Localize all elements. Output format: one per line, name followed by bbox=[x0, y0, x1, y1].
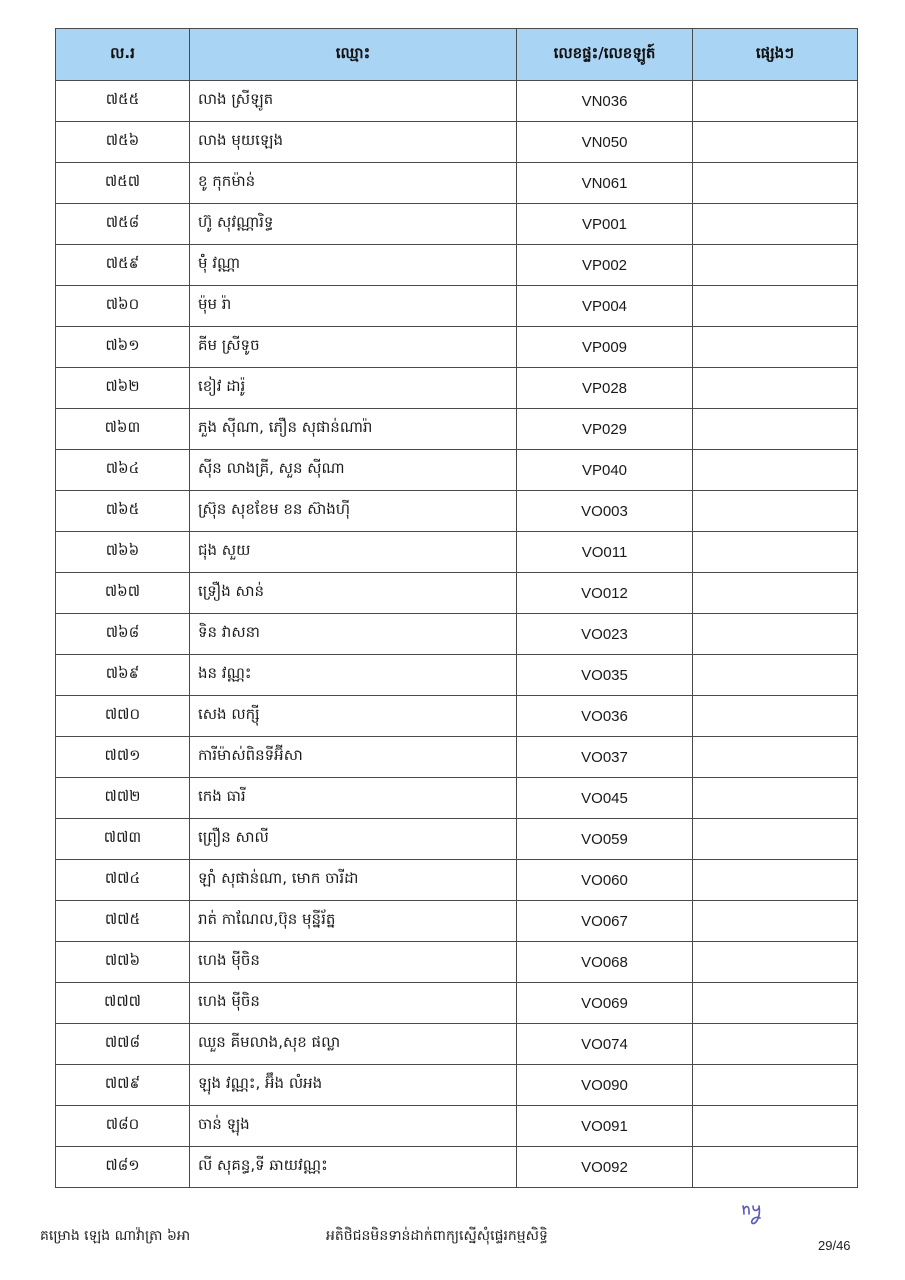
page-number: 29/46 bbox=[818, 1238, 851, 1253]
row-name: ស៊ីន លាងគ្រី, សួន ស៊ីណា bbox=[190, 450, 517, 491]
row-number: ៧៧៥ bbox=[56, 901, 190, 942]
header-house-lot-number: លេខផ្ទះ/លេខឡូត៍ bbox=[517, 29, 693, 81]
row-name: ទិន វាសនា bbox=[190, 614, 517, 655]
row-number: ៧៦៥ bbox=[56, 491, 190, 532]
row-number: ៧៧៨ bbox=[56, 1024, 190, 1065]
row-number: ៧៧៧ bbox=[56, 983, 190, 1024]
row-number: ៧៧៤ bbox=[56, 860, 190, 901]
row-name: ភួង ស៊ីណា, ភឿន សុផាន់ណារ៉ា bbox=[190, 409, 517, 450]
table-row bbox=[56, 368, 858, 409]
beneficiary-table bbox=[55, 28, 858, 1188]
table-row bbox=[56, 942, 858, 983]
row-name: ឈួន គីមលាង,សុខ ផល្លា bbox=[190, 1024, 517, 1065]
row-name: គីម ស្រីទូច bbox=[190, 327, 517, 368]
row-other bbox=[693, 860, 858, 901]
header-name: ឈ្មោះ bbox=[190, 29, 517, 81]
row-name: ឡាំ សុផាន់ណា, មោក ចារីដា bbox=[190, 860, 517, 901]
row-other bbox=[693, 491, 858, 532]
table-row bbox=[56, 1147, 858, 1188]
row-number: ៧៦៤ bbox=[56, 450, 190, 491]
row-house-lot-number: VO069 bbox=[517, 983, 693, 1024]
footer-project-name: គម្រោង ឡេង ណាវ៉ាត្រា ៦អា bbox=[40, 1228, 191, 1244]
row-name: ងន វណ្ណះ bbox=[190, 655, 517, 696]
row-number: ៧៧៣ bbox=[56, 819, 190, 860]
header-number: ល.រ bbox=[56, 29, 190, 81]
row-number: ៧៨១ bbox=[56, 1147, 190, 1188]
row-other bbox=[693, 1147, 858, 1188]
row-house-lot-number: VP001 bbox=[517, 204, 693, 245]
row-other bbox=[693, 1106, 858, 1147]
row-house-lot-number: VP028 bbox=[517, 368, 693, 409]
row-other bbox=[693, 696, 858, 737]
row-name: សេង លក្ស៊ី bbox=[190, 696, 517, 737]
row-house-lot-number: VO011 bbox=[517, 532, 693, 573]
row-house-lot-number: VO035 bbox=[517, 655, 693, 696]
row-name: ខៀវ ដារ៉ូ bbox=[190, 368, 517, 409]
row-other bbox=[693, 1065, 858, 1106]
table-row bbox=[56, 1065, 858, 1106]
table-row bbox=[56, 204, 858, 245]
row-number: ៧៥៥ bbox=[56, 81, 190, 122]
row-other bbox=[693, 368, 858, 409]
row-number: ៧៦៣ bbox=[56, 409, 190, 450]
table-row bbox=[56, 614, 858, 655]
row-name: លាង មុយឡេង bbox=[190, 122, 517, 163]
row-number: ៧៧៩ bbox=[56, 1065, 190, 1106]
row-number: ៧៦២ bbox=[56, 368, 190, 409]
row-name: លាង ស្រីឡូត bbox=[190, 81, 517, 122]
row-name: កេង ធារី bbox=[190, 778, 517, 819]
row-number: ៧៥៦ bbox=[56, 122, 190, 163]
row-number: ៧៧៦ bbox=[56, 942, 190, 983]
table-row bbox=[56, 696, 858, 737]
table-row bbox=[56, 901, 858, 942]
row-house-lot-number: VO091 bbox=[517, 1106, 693, 1147]
row-number: ៧៥៨ bbox=[56, 204, 190, 245]
row-other bbox=[693, 819, 858, 860]
row-other bbox=[693, 614, 858, 655]
row-number: ៧៥៧ bbox=[56, 163, 190, 204]
row-house-lot-number: VP029 bbox=[517, 409, 693, 450]
row-other bbox=[693, 901, 858, 942]
row-house-lot-number: VP002 bbox=[517, 245, 693, 286]
row-house-lot-number: VO074 bbox=[517, 1024, 693, 1065]
row-house-lot-number: VN036 bbox=[517, 81, 693, 122]
table-row bbox=[56, 532, 858, 573]
row-house-lot-number: VO003 bbox=[517, 491, 693, 532]
row-number: ៧៦៨ bbox=[56, 614, 190, 655]
row-number: ៧៦៧ bbox=[56, 573, 190, 614]
row-name: ហេង ម៉ីចិន bbox=[190, 942, 517, 983]
row-house-lot-number: VO012 bbox=[517, 573, 693, 614]
row-number: ៧៥៩ bbox=[56, 245, 190, 286]
row-name: ម៉ុំ វណ្ណា bbox=[190, 245, 517, 286]
row-number: ៧៦០ bbox=[56, 286, 190, 327]
table-row bbox=[56, 327, 858, 368]
row-number: ៧៨០ bbox=[56, 1106, 190, 1147]
table-row bbox=[56, 983, 858, 1024]
table-row bbox=[56, 737, 858, 778]
table-row bbox=[56, 409, 858, 450]
row-other bbox=[693, 81, 858, 122]
table-row bbox=[56, 450, 858, 491]
table-row bbox=[56, 573, 858, 614]
row-other bbox=[693, 1024, 858, 1065]
row-other bbox=[693, 122, 858, 163]
row-other bbox=[693, 655, 858, 696]
row-name: ហ៊ូ សុវណ្ណារិទ្ធ bbox=[190, 204, 517, 245]
row-name: ខូ កុកម៉ាន់ bbox=[190, 163, 517, 204]
row-house-lot-number: VN050 bbox=[517, 122, 693, 163]
row-name: ជុង សួយ bbox=[190, 532, 517, 573]
row-other bbox=[693, 409, 858, 450]
row-other bbox=[693, 245, 858, 286]
row-house-lot-number: VO045 bbox=[517, 778, 693, 819]
row-house-lot-number: VN061 bbox=[517, 163, 693, 204]
row-house-lot-number: VO068 bbox=[517, 942, 693, 983]
handwritten-initials bbox=[740, 1202, 764, 1228]
row-name: ហេង ម៉ីចិន bbox=[190, 983, 517, 1024]
table-row bbox=[56, 491, 858, 532]
table-row bbox=[56, 122, 858, 163]
row-name: ម៉ុម រ៉ា bbox=[190, 286, 517, 327]
row-house-lot-number: VO036 bbox=[517, 696, 693, 737]
row-other bbox=[693, 737, 858, 778]
footer-document-title: អតិថិជនមិនទាន់ដាក់ពាក្យស្នើសុំផ្ទេរកម្មសិទ្ធិ bbox=[326, 1228, 548, 1244]
table-row bbox=[56, 778, 858, 819]
row-name: រាត់ កាណែល,ប៊ុន មុន្នីរ័ត្ន bbox=[190, 901, 517, 942]
row-other bbox=[693, 983, 858, 1024]
row-house-lot-number: VO092 bbox=[517, 1147, 693, 1188]
row-number: ៧៦៦ bbox=[56, 532, 190, 573]
row-house-lot-number: VP040 bbox=[517, 450, 693, 491]
row-house-lot-number: VO023 bbox=[517, 614, 693, 655]
row-name: ទ្រឿង សាន់ bbox=[190, 573, 517, 614]
row-other bbox=[693, 327, 858, 368]
row-name: ស្រ៊ុន សុខខែម ខន ស៊ាងហ៊ី bbox=[190, 491, 517, 532]
row-house-lot-number: VO090 bbox=[517, 1065, 693, 1106]
row-number: ៧៦១ bbox=[56, 327, 190, 368]
table-row bbox=[56, 1024, 858, 1065]
row-house-lot-number: VO060 bbox=[517, 860, 693, 901]
table-header-row bbox=[56, 29, 858, 81]
row-number: ៧៧១ bbox=[56, 737, 190, 778]
row-name: ឡុង វណ្ណះ, អ៊ឹង លំអង bbox=[190, 1065, 517, 1106]
row-house-lot-number: VP004 bbox=[517, 286, 693, 327]
row-house-lot-number: VO067 bbox=[517, 901, 693, 942]
row-other bbox=[693, 204, 858, 245]
header-other: ផ្សេងៗ bbox=[693, 29, 858, 81]
table-row bbox=[56, 81, 858, 122]
table-row bbox=[56, 286, 858, 327]
table-row bbox=[56, 655, 858, 696]
row-number: ៧៧២ bbox=[56, 778, 190, 819]
row-other bbox=[693, 163, 858, 204]
row-name: ព្រឿន សាលី bbox=[190, 819, 517, 860]
row-number: ៧៧០ bbox=[56, 696, 190, 737]
row-number: ៧៦៩ bbox=[56, 655, 190, 696]
table-row bbox=[56, 819, 858, 860]
row-name: លី សុគន្ធ,ទី ឆាយវណ្ណះ bbox=[190, 1147, 517, 1188]
row-name: ការីម៉ាស់ពិនទីអ៊ីសា bbox=[190, 737, 517, 778]
row-house-lot-number: VO037 bbox=[517, 737, 693, 778]
table-row bbox=[56, 1106, 858, 1147]
row-other bbox=[693, 450, 858, 491]
table-row bbox=[56, 860, 858, 901]
row-other bbox=[693, 778, 858, 819]
row-house-lot-number: VO059 bbox=[517, 819, 693, 860]
row-other bbox=[693, 286, 858, 327]
row-house-lot-number: VP009 bbox=[517, 327, 693, 368]
row-other bbox=[693, 532, 858, 573]
table-row bbox=[56, 163, 858, 204]
table-row bbox=[56, 245, 858, 286]
row-other bbox=[693, 942, 858, 983]
row-name: ចាន់ ឡុង bbox=[190, 1106, 517, 1147]
row-other bbox=[693, 573, 858, 614]
